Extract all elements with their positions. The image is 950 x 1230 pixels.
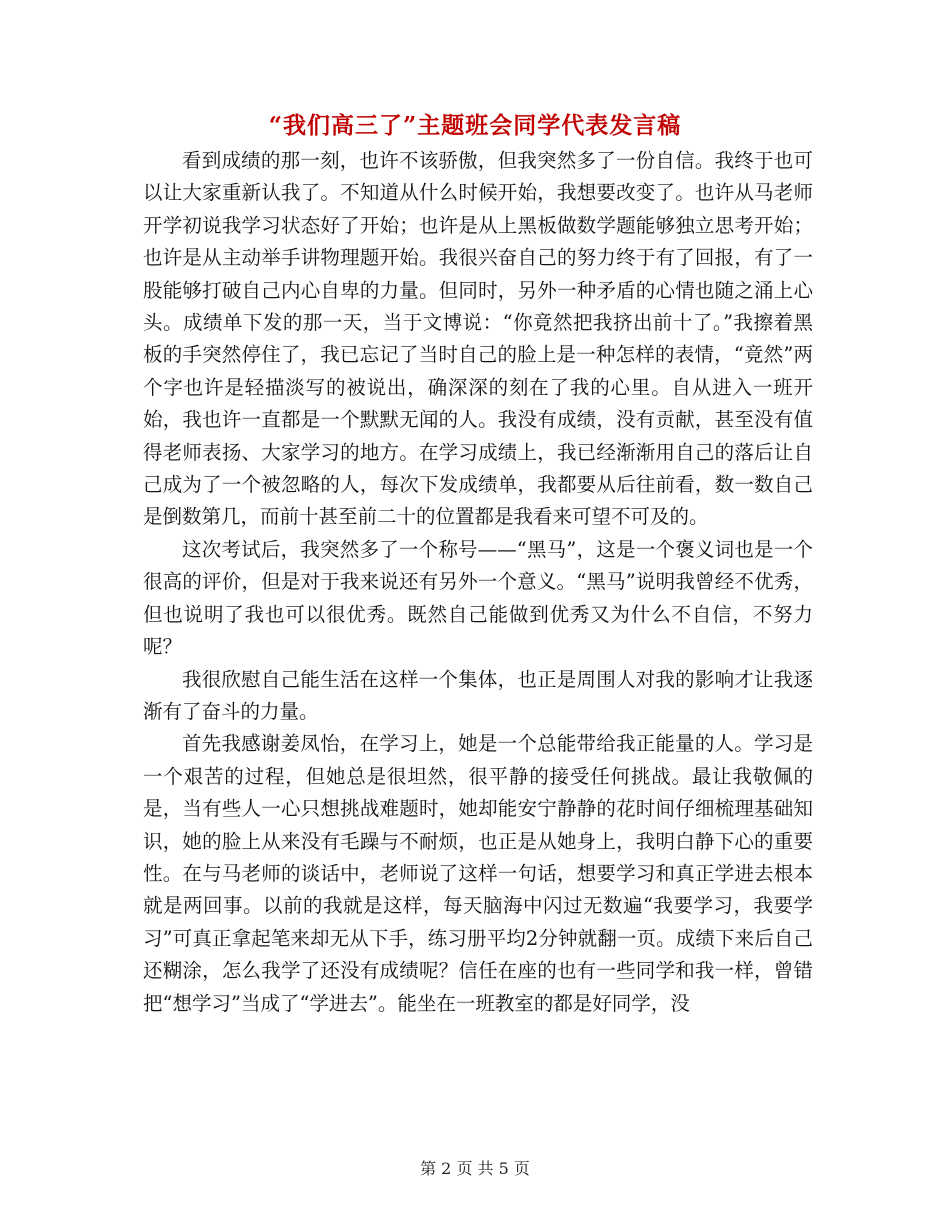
paragraph-4: 首先我感谢姜凤怡，在学习上，她是一个总能带给我正能量的人。学习是一个艰苦的过程，但她总是很坦然，很平静的接受任何挑战。最让我敬佩的是，当有些人一心只想挑战难题时，她却能安宁静静的花时间仔细梳理基础知识，她的脸上从来没有毛躁与不耐烦，也正是从她身上，我明白静下心的重要性。在与马老师的谈话中，老师说了这样一句话，想要学习和真正学进去根本就是两回事。以前的我就是这样，每天脑海中闪过无数遍“我要学习，我要学习”可真正拿起笔来却无从下手，练习册平均2分钟就翻一页。成绩下来后自己还糊涂，怎么我学了还没有成绩呢？信任在座的也有一些同学和我一样，曾错把“想学习”当成了“学进去”。能坐在一班教室的都是好同学，没 [143,732,813,1015]
page-number-footer: 第 2 页 共 5 页 [420,1159,530,1178]
paragraph-2: 这次考试后，我突然多了一个称号——“黑马”，这是一个褒义词也是一个很高的评价，但是对于我来说还有另外一个意义。“黑马”说明我曾经不优秀，但也说明了我也可以很优秀。既然自己能做到优秀又为什么不自信，不努力呢？ [143,537,813,659]
document-body [143,145,813,1020]
document-title: “我们高三了”主题班会同学代表发言稿 [268,112,682,139]
paragraph-3: 我很欣慰自己能生活在这样一个集体，也正是周围人对我的影响才让我逐渐有了奋斗的力量。 [143,667,813,723]
paragraph-1: 看到成绩的那一刻，也许不该骄傲，但我突然多了一份自信。我终于也可以让大家重新认我了。不知道从什么时候开始，我想要改变了。也许从马老师开学初说我学习状态好了开始；也许是从上黑板做数学题能够独立思考开始；也许是从主动举手讲物理题开始。我很兴奋自己的努力终于有了回报，有了一股能够打破自己内心自卑的力量。但同时，另外一种矛盾的心情也随之涌上心头。成绩单下发的那一天，当于文博说：“你竟然把我挤出前十了。”我擦着黑板的手突然停住了，我已忘记了当时自己的脸上是一种怎样的表情，“竟然”两个字也许是轻描淡写的被说出，确深深的刻在了我的心里。自从进入一班开始，我也许一直都是一个默默无闻的人。我没有成绩，没有贡献，甚至没有值得老师表扬、大家学习的地方。在学习成绩上，我已经渐渐用自己的落后让自己成为了一个被忽略的人，每次下发成绩单，我都要从后往前看，数一数自己是倒数第几，而前十甚至前二十的位置都是我看来可望不可及的。 [143,149,813,529]
